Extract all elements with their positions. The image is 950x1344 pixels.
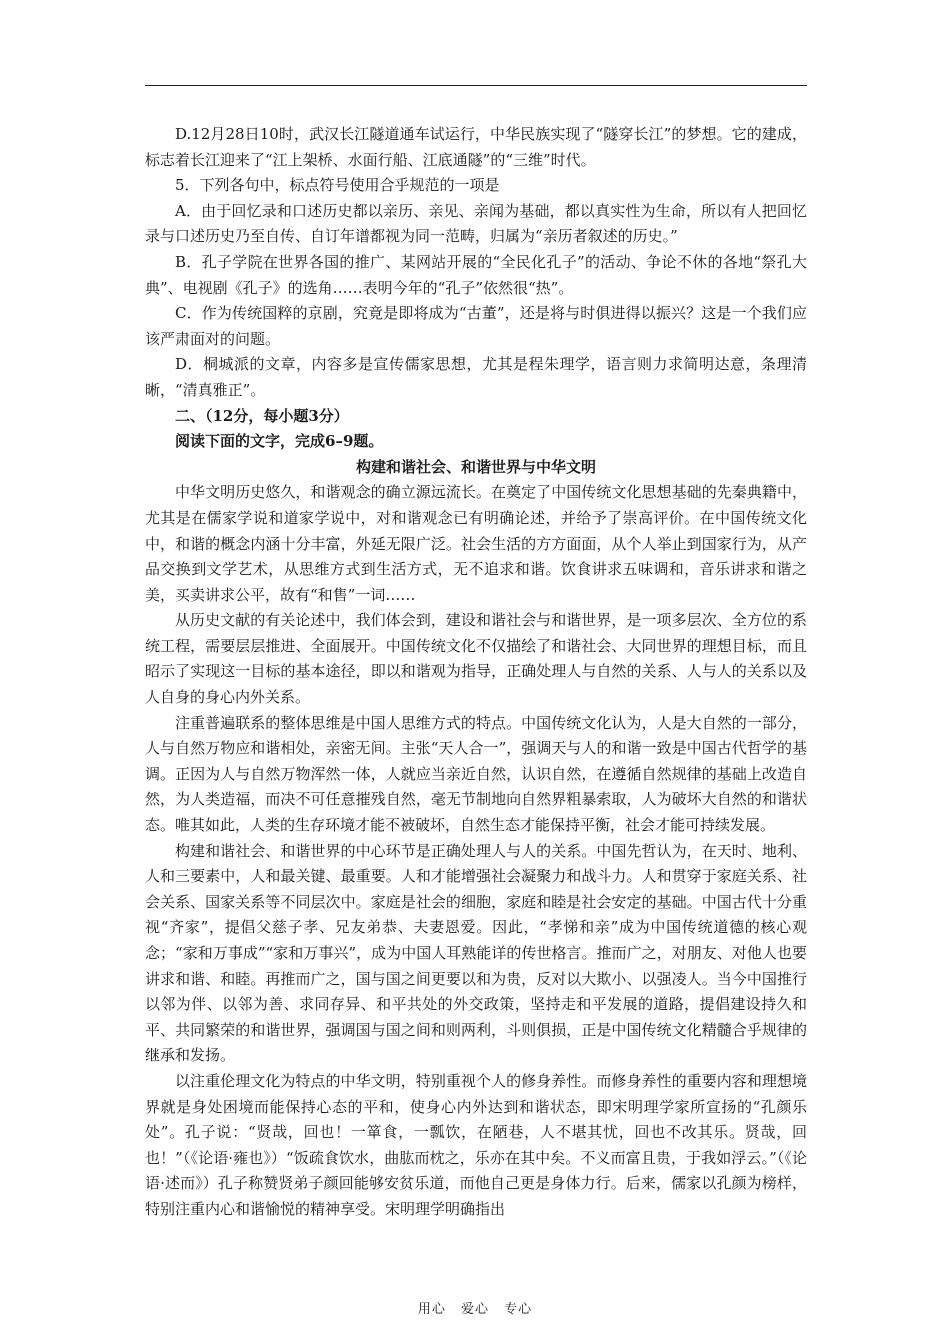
q5-option-c: C．作为传统国粹的京剧，究竟是即将成为“古董”，还是将与时俱进得以振兴？这是一个我们应该严肃面对的问题。 [145, 304, 807, 348]
reading-instruction: 阅读下面的文字，完成6–9题。 [175, 432, 384, 451]
footer-word-1: 用心 [417, 1302, 446, 1317]
passage-paragraph-4: 构建和谐社会、和谐世界的中心环节是正确处理人与人的关系。中国先哲认为，在天时、地利、人和三要素中，人和最关键、最重要。人和才能增强社会凝聚力和战斗力。人和贯穿于家庭关系、社会关系、国家关系等不同层次中。家庭是社会的细胞，家庭和睦是社会安定的基础。中国古代十分重视“齐家”，提倡父慈子孝、兄友弟恭、夫妻恩爱。因此，“孝悌和亲”成为中国传统道德的核心观念；“家和万事成”“家和万事兴”，成为中国人耳熟能详的传世格言。推而广之，对朋友、对他人也要讲求和谐、和睦。再推而广之，国与国之间更要以和为贵，反对以大欺小、以强凌人。当今中国推行以邻为伴、以邻为善、求同存异、和平共处的外交政策，坚持走和平发展的道路，提倡建设持久和平、共同繁荣的和谐世界，强调国与国之间和则两利，斗则俱损，正是中国传统文化精髓合乎规律的继承和发扬。 [145, 841, 807, 1065]
footer-word-3: 专心 [504, 1302, 533, 1317]
passage-paragraph-3: 注重普遍联系的整体思维是中国人思维方式的特点。中国传统文化认为，人是大自然的一部分，人与自然万物应和谐相处，亲密无间。主张“天人合一”，强调天与人的和谐一致是中国古代哲学的基调。正因为人与自然万物浑然一体，人就应当亲近自然，认识自然，在遵循自然规律的基础上改造自然，为人类造福，而决不可任意摧残自然，毫无节制地向自然界粗暴索取，人为破坏大自然的和谐状态。唯其如此，人类的生存环境才能不被破坏，自然生态才能保持平衡，社会才能可持续发展。 [145, 713, 807, 835]
section-two-heading: 二、（12分，每小题3分） [175, 406, 349, 425]
passage-paragraph-2: 从历史文献的有关论述中，我们体会到，建设和谐社会与和谐世界，是一项多层次、全方位的系统工程，需要层层推进、全面展开。中国传统文化不仅描绘了和谐社会、大同世界的理想目标，而且昭示了实现这一目标的基本途径，即以和谐观为指导，正确处理人与自然的关系、人与人的关系以及人自身的身心内外关系。 [145, 611, 807, 707]
q4-option-d: D.12月28日10时，武汉长江隧道通车试运行，中华民族实现了“隧穿长江”的梦想。它的建成，标志着长江迎来了“江上架桥、水面行船、江底通隧”的“三维”时代。 [145, 125, 807, 169]
q5-option-a: A．由于回忆录和口述历史都以亲历、亲见、亲闻为基础，都以真实性为生命，所以有人把回忆录与口述历史乃至自传、自订年谱都视为同一范畴，归属为“亲历者叙述的历史。” [145, 201, 807, 246]
q5-option-d: D．桐城派的文章，内容多是宣传儒家思想，尤其是程朱理学，语言则力求简明达意，条理清晰，“清真雅正”。 [145, 355, 807, 399]
page-footer [0, 1298, 950, 1317]
passage-paragraph-5: 以注重伦理文化为特点的中华文明，特别重视个人的修身养性。而修身养性的重要内容和理想境界就是身处困境而能保持心态的平和，使身心内外达到和谐状态，即宋明理学家所宣扬的“孔颜乐处”。孔子说：“贤哉，回也！一箪食，一瓢饮，在陋巷，人不堪其忧，回也不改其乐。贤哉，回也！”（《论语·雍也》）“饭疏食饮水，曲肱而枕之，乐亦在其中矣。不义而富且贵，于我如浮云。”（《论语·述而》）孔子称赞贤弟子颜回能够安贫乐道，而他自己更是身体力行。后来，儒家以孔颜为榜样，特别注重内心和谐愉悦的精神享受。宋明理学明确指出 [145, 1071, 807, 1218]
header-rule [145, 85, 807, 86]
q5-option-b: B．孔子学院在世界各国的推广、某网站开展的“全民化孔子”的活动、争论不休的各地“祭孔大典”、电视剧《孔子》的选角……表明今年的“孔子”依然很“热”。 [145, 252, 807, 297]
passage-paragraph-1: 中华文明历史悠久，和谐观念的确立源远流长。在奠定了中国传统文化思想基础的先秦典籍中，尤其是在儒家学说和道家学说中，对和谐观念已有明确论述，并给予了崇高评价。在中国传统文化中，和谐的概念内涵十分丰富，外延无限广泛。社会生活的方方面面，从个人举止到国家行为，从产品交换到文学艺术，从思维方式到生活方式，无不追求和谐。饮食讲求五味调和，音乐讲求和谐之美，买卖讲求公平，故有“和售”一词…… [145, 483, 807, 604]
passage-title: 构建和谐社会、和谐世界与中华文明 [355, 457, 596, 476]
q5-stem: 5．下列各句中，标点符号使用合乎规范的一项是 [175, 176, 500, 195]
document-body [145, 122, 807, 1223]
footer-word-2: 爱心 [460, 1302, 489, 1317]
